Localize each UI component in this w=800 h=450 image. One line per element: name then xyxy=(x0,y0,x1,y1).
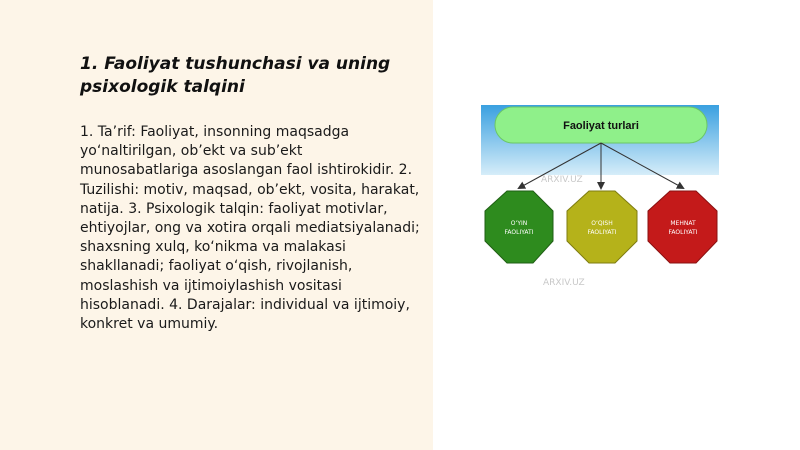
node-labor-activity xyxy=(648,191,717,263)
watermark-top: ARXIV.UZ xyxy=(541,175,583,185)
node-study-activity-line2: FAOLIYATI xyxy=(587,229,617,236)
slide-title: 1. Faoliyat tushunchasi va uning psixologik talqini xyxy=(80,54,391,97)
root-node xyxy=(495,107,707,143)
node-study-activity xyxy=(567,191,637,263)
activity-types-diagram xyxy=(481,100,721,295)
node-play-activity-line1: O‘YIN xyxy=(510,220,528,227)
slide-body-text: 1. Ta’rif: Faoliyat, insonning maqsadga yo‘naltirilgan, ob’ekt va sub’ekt munosabatlariga asoslangan faol ishtirokidir. 2. Tuzilishi: motiv, maqsad, ob’ekt, vosita, harakat, natija. 3. Psixologik talqin: faoliyat motivlar, ehtiyojlar, ong va xotira orqali mediatsiyalanadi; shaxsning xulq, ko‘nikma va malakasi shakllanadi; faoliyat o‘qish, rivojlanish, moslashish va ijtimoiylashish vositasi hisoblanadi. 4. Darajalar: individual va ijtimoiy, konkret va umumiy. xyxy=(80,124,420,333)
watermark-bottom: ARXIV.UZ xyxy=(543,278,585,288)
node-labor-activity-line2: FAOLIYATI xyxy=(668,229,698,236)
root-node-label: Faoliyat turlari xyxy=(563,120,639,132)
node-study-activity-line1: O‘QISH xyxy=(591,220,613,227)
node-labor-activity-line1: MEHNAT xyxy=(670,220,696,227)
node-play-activity xyxy=(485,191,553,263)
node-play-activity-line2: FAOLIYATI xyxy=(504,229,534,236)
